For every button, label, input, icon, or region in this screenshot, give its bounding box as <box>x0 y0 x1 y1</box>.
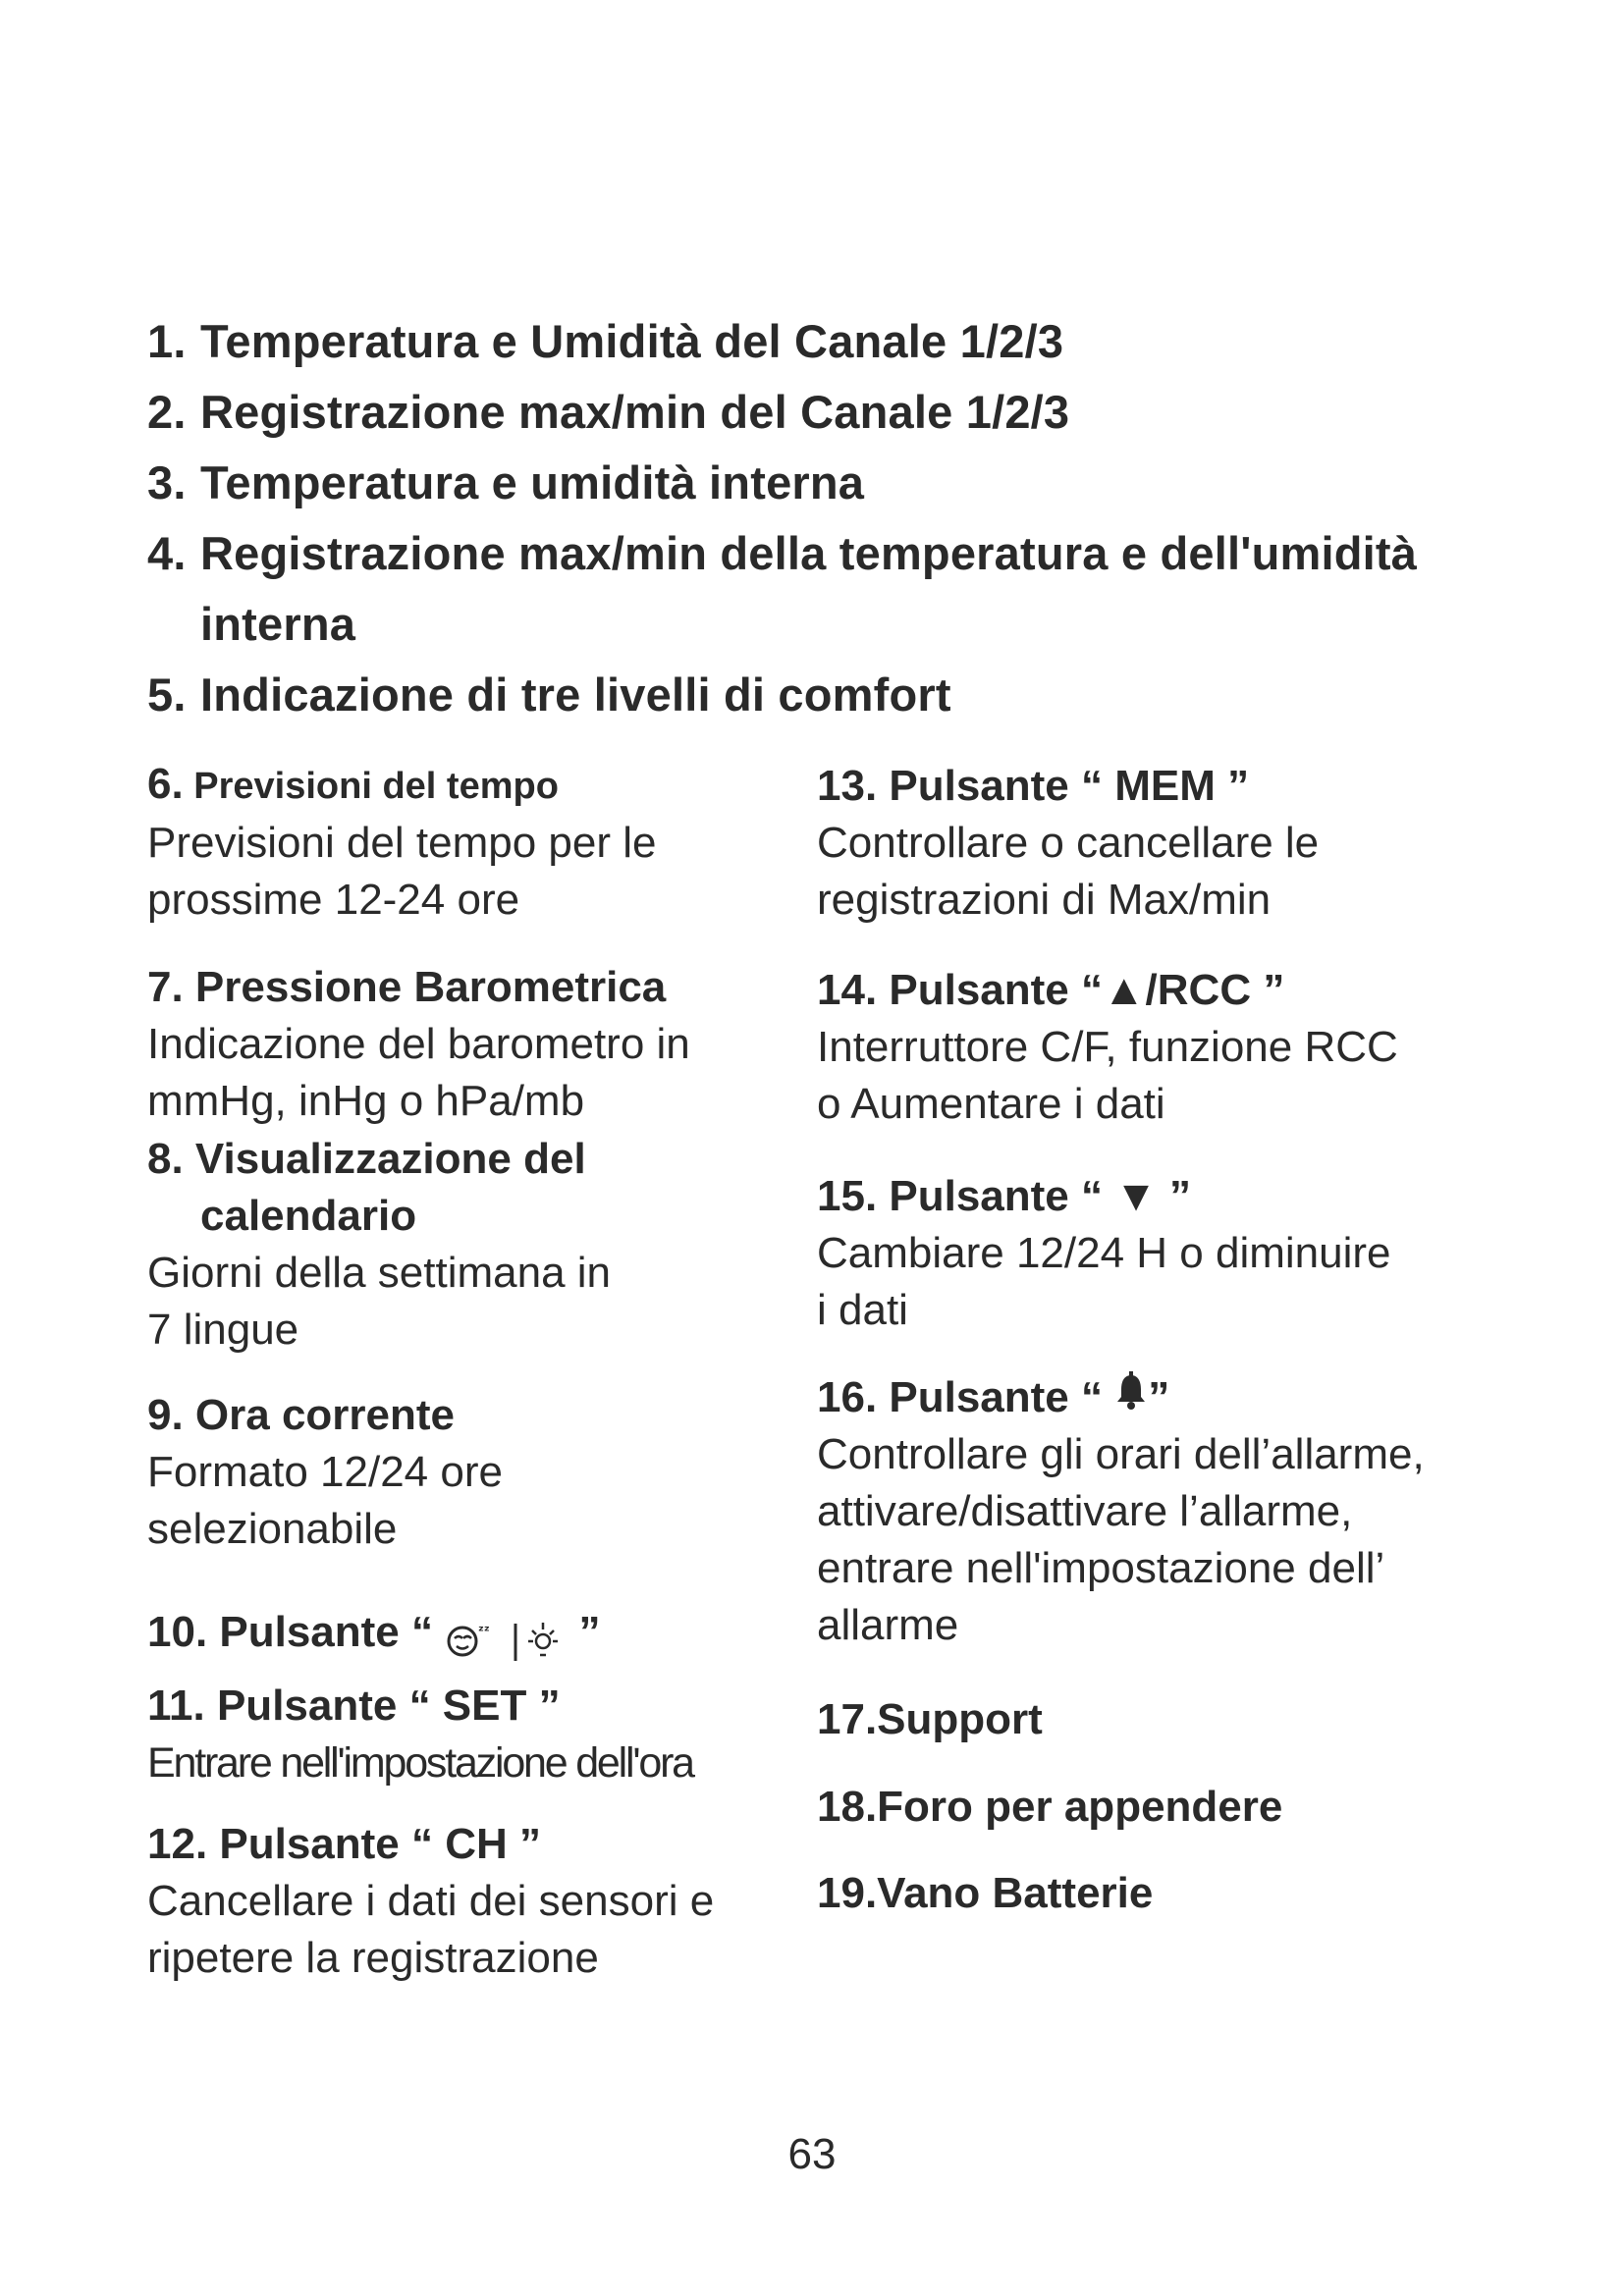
item-number: 3. <box>147 456 187 508</box>
item-text: Indicazione di tre livelli di comfort <box>200 668 951 721</box>
item-description-line: Controllare gli orari dell’allarme, <box>817 1430 1425 1478</box>
item-heading: 14. Pulsante “▲/RCC ” <box>817 966 1285 1014</box>
item-description-line: Controllare o cancellare le <box>817 819 1320 867</box>
item-text: Registrazione max/min del Canale 1/2/3 <box>200 386 1070 438</box>
item-13-mem-button <box>817 758 1524 929</box>
item-18-hanging-hole <box>817 1779 1524 1836</box>
snooze-light-icon <box>445 1618 567 1682</box>
item-heading: 15. Pulsante “ ▼ ” <box>817 1172 1192 1220</box>
item-text: Temperatura e umidità interna <box>200 456 865 508</box>
item-description-line: allarme <box>817 1601 959 1649</box>
item-text-continuation: interna <box>200 598 356 650</box>
list-item <box>147 518 1522 660</box>
item-heading: 11. Pulsante “ SET ” <box>147 1682 561 1730</box>
item-8-calendar-display <box>147 1131 795 1359</box>
page-number: 63 <box>787 2130 837 2178</box>
item-heading: 13. Pulsante “ MEM ” <box>817 762 1250 810</box>
item-heading: 17.Support <box>817 1695 1043 1743</box>
item-heading-continuation: calendario <box>200 1192 417 1240</box>
item-text-line: Registrazione max/min della temperatura e dell'umidità <box>200 527 1418 579</box>
item-description-line: Cancellare i dati dei sensori e <box>147 1877 715 1925</box>
item-description-line: Cambiare 12/24 H o diminuire <box>817 1229 1391 1277</box>
item-6-weather-forecast <box>147 756 795 929</box>
item-description-line: 7 lingue <box>147 1306 299 1354</box>
item-title: Previsioni del tempo <box>193 766 559 807</box>
item-description-line: Indicazione del barometro in <box>147 1020 690 1068</box>
item-15-down-button <box>817 1168 1524 1339</box>
list-item <box>147 377 1522 448</box>
item-description-line: prossime 12-24 ore <box>147 876 520 924</box>
bell-icon <box>1114 1368 1148 1425</box>
item-heading: 18.Foro per appendere <box>817 1783 1283 1831</box>
item-description-line: o Aumentare i dati <box>817 1080 1165 1128</box>
item-number: 6. <box>147 760 184 808</box>
item-12-ch-button <box>147 1816 795 1987</box>
item-10-snooze-light-button <box>147 1588 795 1682</box>
item-description-line: Entrare nell'impostazione dell'ora <box>147 1739 693 1787</box>
item-description-line: selezionabile <box>147 1505 398 1553</box>
item-description-line: ripetere la registrazione <box>147 1934 599 1982</box>
item-text <box>200 518 1522 660</box>
item-heading: 7. Pressione Barometrica <box>147 963 667 1011</box>
item-number: 4. <box>147 527 187 579</box>
item-description-line: i dati <box>817 1286 908 1334</box>
item-heading <box>817 1369 1524 1426</box>
snooze-zz-label: ᶻᶻ <box>478 1624 490 1639</box>
item-heading: 8. Visualizzazione del <box>147 1135 586 1183</box>
item-heading: 19.Vano Batterie <box>817 1869 1154 1917</box>
item-description-line: Previsioni del tempo per le <box>147 819 657 867</box>
item-title: 10. Pulsante “ <box>147 1608 434 1657</box>
list-item <box>147 660 1522 730</box>
item-17-support <box>817 1691 1524 1748</box>
item-heading <box>147 756 795 815</box>
list-item <box>147 448 1522 518</box>
item-9-current-time <box>147 1387 795 1558</box>
item-14-up-rcc-button <box>817 962 1524 1133</box>
item-11-set-button <box>147 1678 795 1791</box>
item-description-line: Formato 12/24 ore <box>147 1448 503 1496</box>
item-description-line: attivare/disattivare l’allarme, <box>817 1487 1353 1535</box>
item-description-line: entrare nell'impostazione dell’ <box>817 1544 1385 1592</box>
item-heading: 12. Pulsante “ CH ” <box>147 1820 542 1868</box>
item-description-line: mmHg, inHg o hPa/mb <box>147 1077 585 1125</box>
item-title: 16. Pulsante “ <box>817 1373 1115 1421</box>
item-number: 5. <box>147 668 187 721</box>
item-text: Temperatura e Umidità del Canale 1/2/3 <box>200 315 1064 367</box>
item-heading: 9. Ora corrente <box>147 1391 456 1439</box>
item-number: 2. <box>147 386 187 438</box>
item-title-end: ” <box>1148 1373 1170 1421</box>
feature-list-top <box>147 306 1522 730</box>
item-description-line: registrazioni di Max/min <box>817 876 1272 924</box>
item-heading <box>147 1588 795 1682</box>
item-7-barometric-pressure <box>147 959 795 1130</box>
list-item <box>147 306 1522 377</box>
item-description-line: Interruttore C/F, funzione RCC <box>817 1023 1398 1071</box>
item-19-battery-compartment <box>817 1865 1524 1922</box>
item-number: 1. <box>147 315 187 367</box>
item-title-end: ” <box>578 1608 601 1657</box>
item-16-alarm-button <box>817 1369 1524 1654</box>
item-description-line: Giorni della settimana in <box>147 1249 612 1297</box>
